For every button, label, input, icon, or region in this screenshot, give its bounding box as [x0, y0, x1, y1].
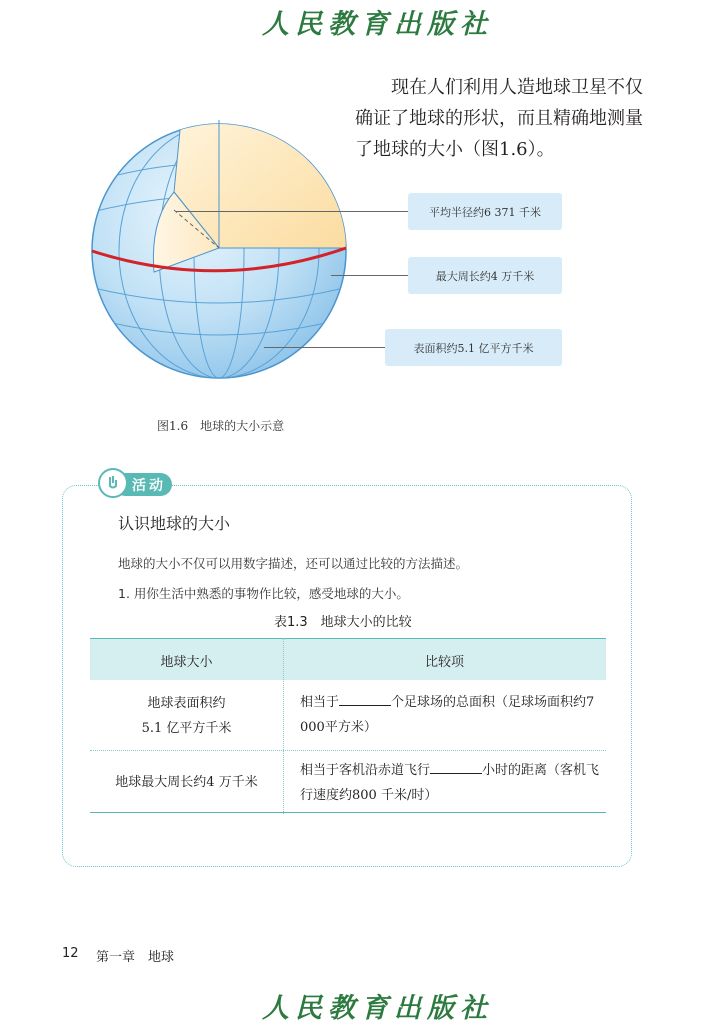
- table-row-2-earth-size: [90, 756, 283, 808]
- page-number: 12: [62, 946, 79, 961]
- intro-paragraph: 现在人们利用人造地球卫星不仅确证了地球的形状，而且精确地测量了地球的大小（图1.6）。: [355, 77, 643, 160]
- radius-callout: 平均半径约6 371 千米: [408, 193, 562, 230]
- circumference-callout: 最大周长约4 万千米: [408, 257, 562, 294]
- surface-area-callout: 表面积约5.1 亿平方千米: [385, 329, 562, 366]
- activity-icon: [98, 468, 128, 498]
- table-header: [90, 638, 606, 680]
- activity-paragraph-2: 1. 用你生活中熟悉的事物作比较，感受地球的大小。: [118, 586, 409, 601]
- row-2-right-post: 小时的距离（客机飞行速度约800 千米/时）: [300, 763, 600, 803]
- radius-leader-line: [176, 211, 408, 212]
- globe-illustration: [88, 120, 350, 382]
- row-1-right-pre: 相当于: [300, 695, 340, 710]
- fill-in-blank-2[interactable]: [430, 759, 482, 774]
- table-row-1-comparison: [300, 690, 600, 740]
- figure-caption: 图1.6 地球的大小示意: [157, 419, 285, 433]
- row-2-left-line-1: 地球最大周长约4 万千米: [115, 774, 258, 790]
- chapter-label: 第一章 地球: [96, 950, 175, 965]
- circumference-leader-line: [331, 275, 408, 276]
- header-comparison: 比较项: [424, 654, 464, 670]
- header-earth-size: 地球大小: [160, 654, 213, 670]
- table-row-1-earth-size: [90, 686, 283, 746]
- fill-in-blank-1[interactable]: [339, 691, 391, 706]
- activity-paragraph-1: 地球的大小不仅可以用数字描述，还可以通过比较的方法描述。: [118, 556, 469, 571]
- activity-badge-label: 活动: [132, 477, 166, 494]
- activity-title: 认识地球的大小: [118, 514, 231, 533]
- row-2-right-pre: 相当于客机沿赤道飞行: [300, 763, 431, 778]
- row-1-right-post: 个足球场的总面积（足球场面积约7 000平方米）: [300, 695, 595, 735]
- publisher-watermark-top: 人民教育出版社: [262, 9, 493, 40]
- row-1-left-line-1: 地球表面积约: [147, 696, 226, 711]
- row-1-left-line-2: 5.1 亿平方千米: [141, 721, 232, 736]
- table-title: 表1.3 地球大小的比较: [274, 615, 412, 630]
- publisher-watermark-bottom: 人民教育出版社: [262, 993, 493, 1024]
- table-row-2-comparison: [300, 758, 600, 808]
- area-leader-line: [264, 347, 385, 348]
- activity-hand-icon: [104, 474, 122, 492]
